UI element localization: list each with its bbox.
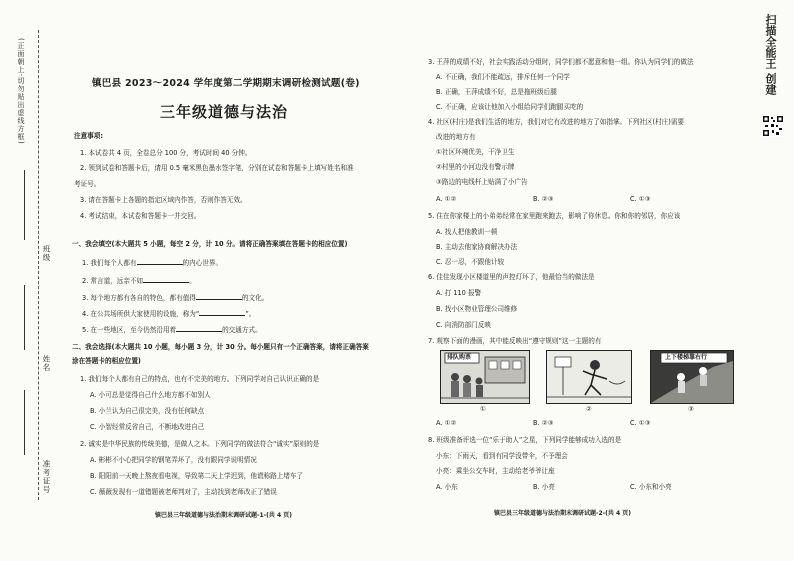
class-field-line — [24, 170, 25, 240]
section-2-heading: 二、我会选择(本大题共 10 小题，每小题 3 分，计 30 分。每小题只有一个正确答案，请将正确答案 — [72, 343, 369, 351]
notice-4: 4. 考试结束，本试卷和答题卡一并交回。 — [80, 212, 201, 220]
section-1-heading: 一、我会填空(本大题共 5 小题，每空 2 分，计 10 分。请将正确答案填在答题卡的相应位置) — [72, 240, 348, 248]
q5-option-c: C. 忍一忍，不跟他计较 — [436, 258, 505, 266]
id-field-line — [24, 390, 25, 455]
question-4-cont: 改进的地方有 — [436, 133, 476, 141]
page-2 — [418, 0, 740, 561]
q7-option-c: C. ①③ — [630, 419, 651, 427]
name-field-line — [24, 285, 25, 350]
notice-heading: 注意事项: — [74, 132, 104, 140]
q4-item-2: ②村里的小河边没有警示牌 — [436, 163, 515, 171]
q1-option-b: B. 小兰认为自己很完美，没有任何缺点 — [90, 407, 205, 415]
q6-option-c: C. 向消防部门反映 — [436, 321, 491, 329]
q5-option-b: B. 主动去他家协商解决办法 — [436, 243, 518, 251]
binding-strip — [14, 30, 50, 500]
cartoon-2 — [546, 350, 632, 404]
question-7: 7. 观察下面的漫画，其中能反映出“遵守规则”这一主题的有 — [428, 337, 602, 345]
fill-question-3: 3. 每个地方都有各自的特色，都有值得 的文化。 — [82, 294, 269, 302]
qr-code-icon — [762, 115, 784, 137]
question-5: 5. 住在你家楼上的小弟弟经常在家里跑来跑去，影响了你休息。你和你的邻居，你应该 — [428, 212, 681, 220]
cartoon-1-sign: 排队购票 — [447, 354, 472, 361]
cartoon-1-caption: ① — [480, 405, 486, 413]
fill-question-4: 4. 在公共场所供大家使用的设施，称为“ ”。 — [82, 310, 256, 318]
notice-3: 3. 请在答题卡上各题的指定区域内作答，否则作答无效。 — [80, 196, 247, 204]
subject-title: 三年级道德与法治 — [160, 103, 289, 121]
question-4: 4. 社区(村庄)是我们生活的地方，我们对它有改进的地方了如指掌。下列社区(村庄)需要 — [428, 118, 685, 126]
q7-option-a: A. ①② — [436, 419, 457, 427]
q8-option-b: B. 小亮 — [533, 483, 555, 491]
fill-question-1: 1. 我们每个人都有 的内心世界。 — [82, 259, 223, 267]
q2-option-c: C. 薇薇发现有一道错题被老师判对了，主动找到老师改正了错误 — [90, 488, 277, 496]
q4-option-c: C. ①③ — [630, 195, 651, 203]
q6-option-a: A. 打 110 报警 — [436, 289, 482, 297]
cartoon-3 — [650, 350, 734, 404]
page-1-footer: 镇巴县三年级道德与法治期末调研试题-1-(共 4 页) — [155, 512, 292, 519]
exam-title: 镇巴县 2023～2024 学年度第二学期期末调研检测试题(卷) — [92, 78, 360, 89]
q8-item-1: 小东：下雨天，看到有同学没带伞，不予理会 — [436, 452, 568, 460]
q7-option-b: B. ②③ — [533, 419, 554, 427]
class-label: 班级 — [42, 245, 51, 262]
q5-option-a: A. 找人把他教训一顿 — [436, 228, 498, 236]
name-label: 姓名 — [42, 355, 51, 372]
q8-option-a: A. 小东 — [436, 483, 458, 491]
notice-2: 2. 领到试卷和答题卡后，请用 0.5 毫米黑色墨水签字笔，分别在试卷和答题卡上填写姓名和准 — [80, 164, 354, 172]
cut-line — [38, 30, 39, 500]
scanner-watermark: 扫描全能王 创建 — [764, 14, 777, 95]
q8-item-2: 小亮：乘坐公交车时，主动给老爷爷让座 — [436, 467, 555, 475]
cartoon-2-drawing — [547, 351, 631, 403]
id-label: 准考证号 — [42, 460, 51, 494]
q4-option-a: A. ①② — [436, 195, 457, 203]
cartoon-3-caption: ③ — [688, 405, 694, 413]
notice-2-cont: 考证号。 — [74, 180, 101, 188]
q3-option-a: A. 不正确，我们不能疏远，排斥任何一个同学 — [436, 73, 570, 81]
strip-note: (正面朝上·切勿贴出虚线方框) — [17, 38, 25, 145]
question-3: 3. 王萍的成绩不好，社会实践活动分组时，同学们都不愿意和他一组。你认为同学们的做法 — [428, 58, 694, 66]
q8-option-c: C. 小东和小亮 — [630, 483, 672, 491]
page-2-footer: 镇巴县三年级道德与法治期末调研试题-2-(共 4 页) — [494, 510, 631, 517]
q1-option-c: C. 小智经常反省自己，不断地改进自己 — [90, 423, 205, 431]
q6-option-b: B. 找小区物业管理公司维修 — [436, 305, 518, 313]
q2-option-b: B. 阳阳前一天晚上熬夜看电视，导致第二天上学迟到，他谎称路上堵车了 — [90, 472, 304, 480]
q1-option-a: A. 小可总是觉得自己什么地方都不如别人 — [90, 391, 211, 399]
cartoon-2-caption: ② — [586, 405, 592, 413]
q4-item-3: ③路边的电线杆上贴满了小广告 — [436, 178, 528, 186]
notice-1: 1. 本试卷共 4 页，全卷总分 100 分，考试时间 40 分钟。 — [80, 149, 252, 157]
fill-question-2: 2. 常言道，远亲不如 。 — [82, 277, 196, 285]
q4-item-1: ①社区环境优美，干净卫生 — [436, 148, 515, 156]
cartoon-3-sign: 上下楼梯靠右行 — [665, 354, 708, 361]
page-1 — [60, 0, 392, 561]
question-2: 2. 诚实是中华民族的传统美德，是做人之本。下列同学的做法符合“诚实”原则的是 — [80, 440, 320, 448]
q3-option-b: B. 正确，王萍成绩不好，总是拖班级后腿 — [436, 88, 557, 96]
fill-question-5: 5. 在一些地区，至今仍然沿用着 的交通方式。 — [82, 326, 262, 334]
q3-option-c: C. 不正确，应该让他加入小组给同学们跑腿买吃的 — [436, 103, 584, 111]
question-1: 1. 我们每个人都有自己的特点，也有不完美的地方。下列同学对自己认识正确的是 — [80, 375, 320, 383]
q2-option-a: A. 彬彬不小心把同学的钢笔弄坏了，没有跟同学说明情况 — [90, 456, 257, 464]
question-6: 6. 佳佳发现小区楼道里的声控灯坏了，他最恰当的做法是 — [428, 273, 595, 281]
cartoon-1 — [440, 350, 530, 404]
question-8: 8. 班级准备评选一位“乐于助人”之星，下列同学能够成功入选的是 — [428, 436, 622, 444]
q4-option-b: B. ②③ — [533, 195, 554, 203]
section-2-heading-cont: 涂在答题卡的相应位置) — [72, 357, 141, 365]
